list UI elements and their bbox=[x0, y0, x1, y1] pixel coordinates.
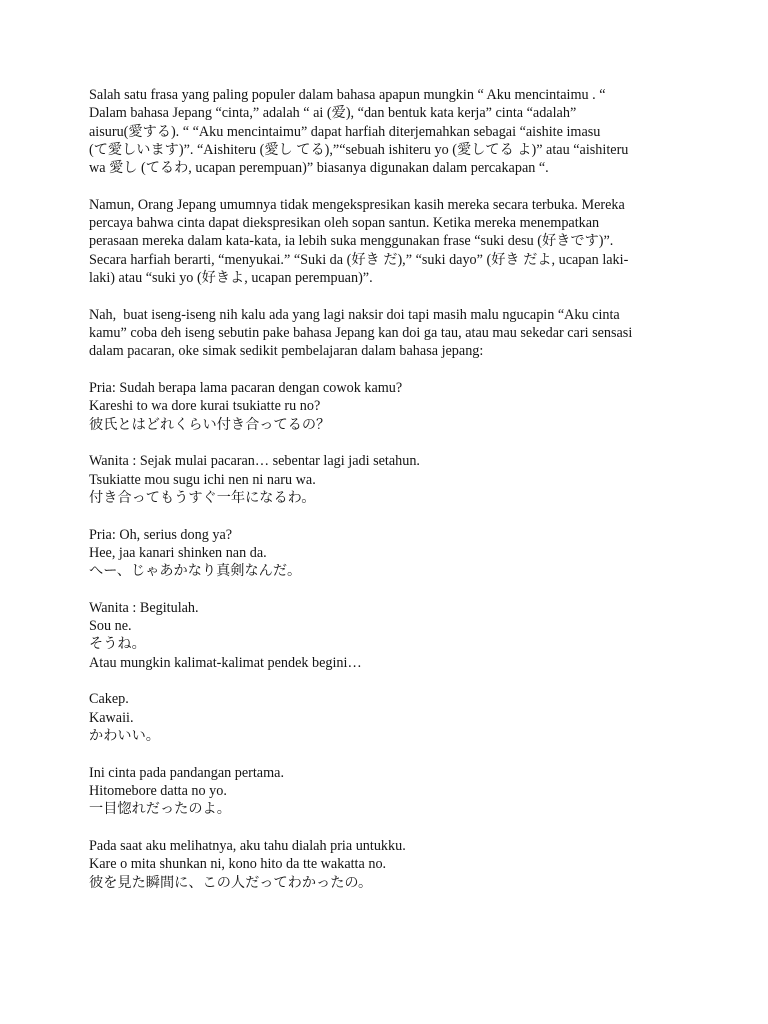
text-line: Dalam bahasa Jepang “cinta,” adalah “ ai (爱), “dan bentuk kata kerja” cinta “adalah” bbox=[89, 105, 577, 122]
dialogue-romaji: Kawaii. bbox=[89, 709, 134, 726]
paragraph-nah bbox=[89, 306, 679, 361]
dialogue-romaji: Sou ne. bbox=[89, 618, 132, 635]
dialogue-indonesian: Pada saat aku melihatnya, aku tahu dialah pria untukku. bbox=[89, 838, 406, 855]
text-line: (て愛しいます)”. “Aishiteru (愛し てる),”“sebuah ishiteru yo (愛してる よ)” atau “aishiteru bbox=[89, 141, 629, 158]
dialogue-romaji: Hitomebore datta no yo. bbox=[89, 783, 227, 800]
text-line: Salah satu frasa yang paling populer dalam bahasa apapun mungkin “ Aku mencintaimu . “ bbox=[89, 87, 606, 103]
dialogue-block bbox=[89, 379, 679, 434]
dialogue-block bbox=[89, 526, 679, 581]
dialogue-romaji: Hee, jaa kanari shinken nan da. bbox=[89, 544, 267, 561]
dialogue-japanese: そうね。 bbox=[89, 636, 146, 653]
dialogue-japanese: かわいい。 bbox=[89, 728, 160, 745]
paragraph-intro bbox=[89, 86, 679, 177]
dialogue-japanese: 彼氏とはどれくらい付き合ってるの？ bbox=[89, 416, 331, 433]
document-page bbox=[89, 86, 679, 910]
dialogue-indonesian: Wanita : Begitulah. bbox=[89, 599, 199, 616]
dialogue-romaji: Kareshi to wa dore kurai tsukiatte ru no? bbox=[89, 398, 321, 415]
dialogue-indonesian: Ini cinta pada pandangan pertama. bbox=[89, 764, 284, 781]
dialogue-indonesian: Cakep. bbox=[89, 691, 129, 708]
dialogue-block bbox=[89, 837, 679, 892]
dialogue-japanese: 彼を見た瞬間に、この人だってわかったの。 bbox=[89, 874, 373, 891]
dialogue-block bbox=[89, 452, 679, 507]
dialogue-indonesian: Wanita : Sejak mulai pacaran… sebentar lagi jadi setahun. bbox=[89, 453, 420, 470]
paragraph-expression bbox=[89, 196, 679, 287]
dialogue-japanese: 一目惚れだったのよ。 bbox=[89, 801, 231, 818]
dialogue-indonesian: Pria: Oh, serius dong ya? bbox=[89, 526, 233, 543]
text-line: percaya bahwa cinta dapat diekspresikan oleh sopan santun. Ketika mereka menempatkan bbox=[89, 215, 600, 232]
dialogue-romaji: Kare o mita shunkan ni, kono hito da tte wakatta no. bbox=[89, 856, 387, 873]
text-line: wa 愛し (てるわ, ucapan perempuan)” biasanya digunakan dalam percakapan “. bbox=[89, 160, 549, 177]
text-line: perasaan mereka dalam kata-kata, ia lebih suka menggunakan frase “suki desu (好きです)”. bbox=[89, 233, 614, 250]
text-line: Secara harfiah berarti, “menyukai.” “Suki da (好き だ),” “suki dayo” (好き だよ, ucapan laki- bbox=[89, 251, 629, 268]
text-line: kamu” coba deh iseng sebutin pake bahasa Jepang kan doi ga tau, atau mau sekedar cari sensasi bbox=[89, 325, 633, 342]
text-line: Namun, Orang Jepang umumnya tidak mengekspresikan kasih mereka secara terbuka. Mereka bbox=[89, 196, 625, 213]
dialogue-japanese: へー、じゃあかなり真剣なんだ。 bbox=[89, 563, 302, 580]
dialogue-romaji: Tsukiatte mou sugu ichi nen ni naru wa. bbox=[89, 471, 316, 488]
dialogue-block bbox=[89, 690, 679, 745]
text-line: aisuru(愛する). “ “Aku mencintaimu” dapat harfiah diterjemahkan sebagai “aishite imasu bbox=[89, 123, 601, 140]
text-line: Atau mungkin kalimat-kalimat pendek begini… bbox=[89, 654, 362, 671]
text-line: laki) atau “suki yo (好きよ, ucapan perempuan)”. bbox=[89, 270, 373, 287]
text-line: Nah, buat iseng-iseng nih kalu ada yang lagi naksir doi tapi masih malu ngucapin “Aku cinta bbox=[89, 306, 620, 323]
dialogue-japanese: 付き合ってもうすぐ一年になるわ。 bbox=[89, 489, 316, 506]
dialogue-indonesian: Pria: Sudah berapa lama pacaran dengan cowok kamu? bbox=[89, 380, 403, 397]
dialogue-block bbox=[89, 599, 679, 672]
dialogue-block bbox=[89, 764, 679, 819]
text-line: dalam pacaran, oke simak sedikit pembelajaran dalam bahasa jepang: bbox=[89, 343, 484, 360]
